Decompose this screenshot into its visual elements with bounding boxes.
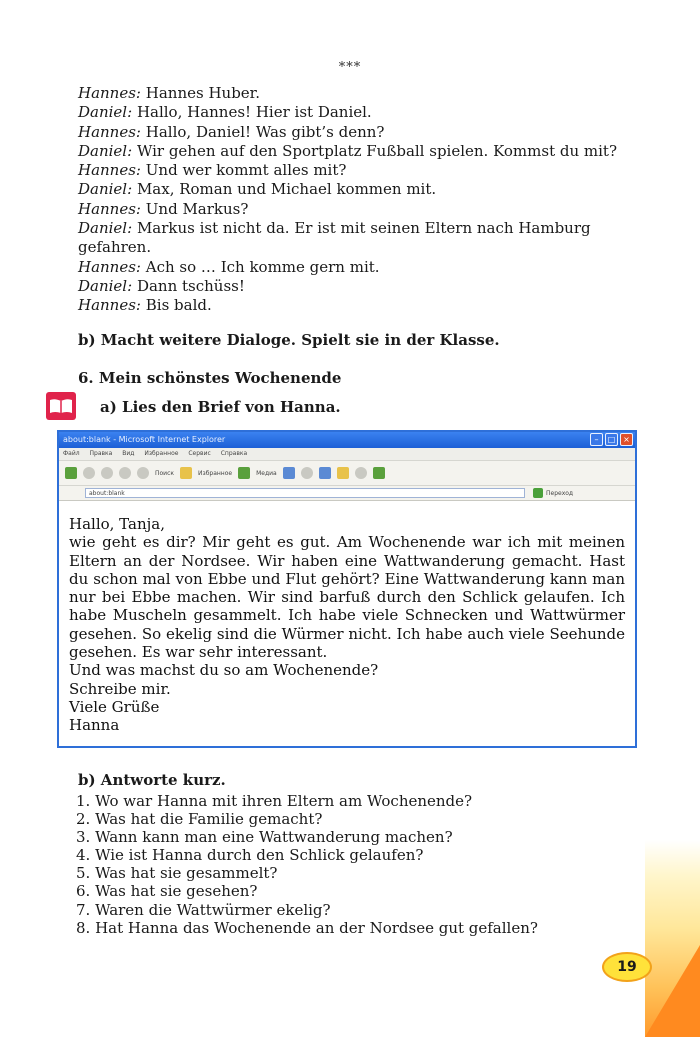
section-separator: *** xyxy=(338,60,362,75)
list-item: 8. Hat Hanna das Wochenende an der Nordsee gut gefallen? xyxy=(76,918,538,937)
speaker: Daniel: xyxy=(78,219,133,238)
dialog-line xyxy=(78,296,642,315)
menu-file[interactable]: Файл xyxy=(63,450,80,457)
utterance: Hallo, Daniel! Was gibt’s denn? xyxy=(145,122,385,141)
list-item: 1. Wo war Hanna mit ihren Eltern am Wochenende? xyxy=(76,792,473,810)
folder-icon[interactable] xyxy=(337,467,349,479)
dialog-line xyxy=(78,200,642,219)
back-icon[interactable] xyxy=(65,467,77,479)
browser-toolbar xyxy=(59,461,635,486)
letter-signature: Hanna xyxy=(69,716,120,735)
speaker: Daniel: xyxy=(78,141,133,160)
dialog-line xyxy=(62,219,642,258)
menu-view[interactable]: Вид xyxy=(122,450,135,457)
menu-help[interactable]: Справка xyxy=(220,450,248,457)
speaker: Hannes: xyxy=(78,257,141,276)
browser-titlebar xyxy=(59,432,635,448)
favorites-button[interactable]: Избранное xyxy=(198,469,233,477)
maximize-button[interactable]: □ xyxy=(605,433,618,446)
dialog-line xyxy=(78,277,642,296)
utterance: Wir gehen auf den Sportplatz Fußball spielen. Kommst du mit? xyxy=(136,141,617,160)
messenger-icon[interactable] xyxy=(373,467,385,479)
task-heading-a: a) Lies den Brief von Hanna. xyxy=(100,398,341,416)
section-heading-6: 6. Mein schönstes Wochenende xyxy=(78,369,342,387)
address-bar xyxy=(59,486,635,501)
decorative-triangle xyxy=(645,945,700,1037)
list-item: 5. Was hat sie gesammelt? xyxy=(76,864,278,883)
utterance: Dann tschüss! xyxy=(136,276,245,295)
stop-icon[interactable] xyxy=(101,467,113,479)
list-item: 6. Was hat sie gesehen? xyxy=(76,882,258,901)
go-icon[interactable] xyxy=(533,488,543,498)
letter-content xyxy=(59,501,635,735)
utterance: Und wer kommt alles mit? xyxy=(145,161,347,180)
utterance: Ach so … Ich komme gern mit. xyxy=(145,257,380,276)
phone-dialog xyxy=(62,84,642,316)
close-button[interactable]: × xyxy=(620,433,633,446)
book-icon xyxy=(46,392,76,420)
page-number: 19 xyxy=(602,952,652,982)
speaker: Hannes: xyxy=(78,122,141,141)
dialog-line xyxy=(78,123,642,142)
print-icon[interactable] xyxy=(319,467,331,479)
history-icon[interactable] xyxy=(283,467,295,479)
search-button[interactable]: Поиск xyxy=(155,469,175,477)
media-icon[interactable] xyxy=(238,467,250,479)
dialog-line xyxy=(78,180,642,199)
dialog-line xyxy=(78,161,642,180)
utterance: Max, Roman und Michael kommen mit. xyxy=(136,180,437,199)
question-list xyxy=(76,792,538,937)
speaker: Daniel: xyxy=(78,180,133,199)
menu-tools[interactable]: Сервис xyxy=(188,450,211,457)
dialog-line xyxy=(78,84,642,103)
favorites-icon[interactable] xyxy=(180,467,192,479)
browser-window xyxy=(57,430,637,748)
letter-greeting: Hallo, Tanja, xyxy=(69,515,165,533)
dialog-line xyxy=(78,258,642,277)
window-title: about:blank - Microsoft Internet Explorer xyxy=(63,435,226,444)
task-heading-b1: b) Macht weitere Dialoge. Spielt sie in der Klasse. xyxy=(78,331,500,349)
refresh-icon[interactable] xyxy=(119,467,131,479)
utterance: Hannes Huber. xyxy=(145,84,260,102)
speaker: Hannes: xyxy=(78,199,141,218)
list-item: 2. Was hat die Familie gemacht? xyxy=(76,810,323,829)
home-icon[interactable] xyxy=(137,467,149,479)
utterance: Und Markus? xyxy=(145,199,249,218)
list-item: 4. Wie ist Hanna durch den Schlick gelaufen? xyxy=(76,846,424,865)
letter-body: wie geht es dir? Mir geht es gut. Am Wochenende war ich mit meinen Eltern an der Nordsee. Wir haben eine Wattwanderung gemacht. Hast du schon mal von Ebbe und Flut gehört? Eine Wattwanderung kann man nur bei Ebbe machen. Wir sind barfuß durch den Schlick gelaufen. Ich habe Muscheln gesammelt. Ich habe viele Schnecken und Wattwürmer gesehen. So ekelig sind die Würmer nicht. Ich habe auch viele Seehunde gesehen. Es war sehr interessant. xyxy=(69,533,625,662)
forward-icon[interactable] xyxy=(83,467,95,479)
letter-closing: Viele Grüße xyxy=(69,697,160,716)
menu-favorites[interactable]: Избранное xyxy=(144,450,179,457)
discuss-icon[interactable] xyxy=(355,467,367,479)
letter-question: Und was machst du so am Wochenende? xyxy=(69,661,379,680)
task-heading-b2: b) Antworte kurz. xyxy=(78,771,226,789)
go-button[interactable]: Переход xyxy=(546,489,574,497)
dialog-line xyxy=(78,142,642,161)
utterance: Bis bald. xyxy=(145,296,212,315)
mail-icon[interactable] xyxy=(301,467,313,479)
media-button[interactable]: Медиа xyxy=(256,469,277,477)
dialog-line xyxy=(78,103,642,122)
speaker: Hannes: xyxy=(78,161,141,180)
utterance: Markus ist nicht da. Er ist mit seinen Eltern nach Hamburg gefahren. xyxy=(78,219,591,257)
speaker: Hannes: xyxy=(78,84,141,102)
utterance: Hallo, Hannes! Hier ist Daniel. xyxy=(136,103,372,122)
list-item: 7. Waren die Wattwürmer ekelig? xyxy=(76,900,331,919)
speaker: Hannes: xyxy=(78,296,141,315)
speaker: Daniel: xyxy=(78,276,133,295)
list-item: 3. Wann kann man eine Wattwanderung machen? xyxy=(76,828,453,847)
speaker: Daniel: xyxy=(78,103,133,122)
minimize-button[interactable]: – xyxy=(590,433,603,446)
menu-bar xyxy=(59,448,635,461)
address-input[interactable]: about:blank xyxy=(85,488,525,498)
menu-edit[interactable]: Правка xyxy=(89,450,113,457)
letter-request: Schreibe mir. xyxy=(69,679,171,698)
